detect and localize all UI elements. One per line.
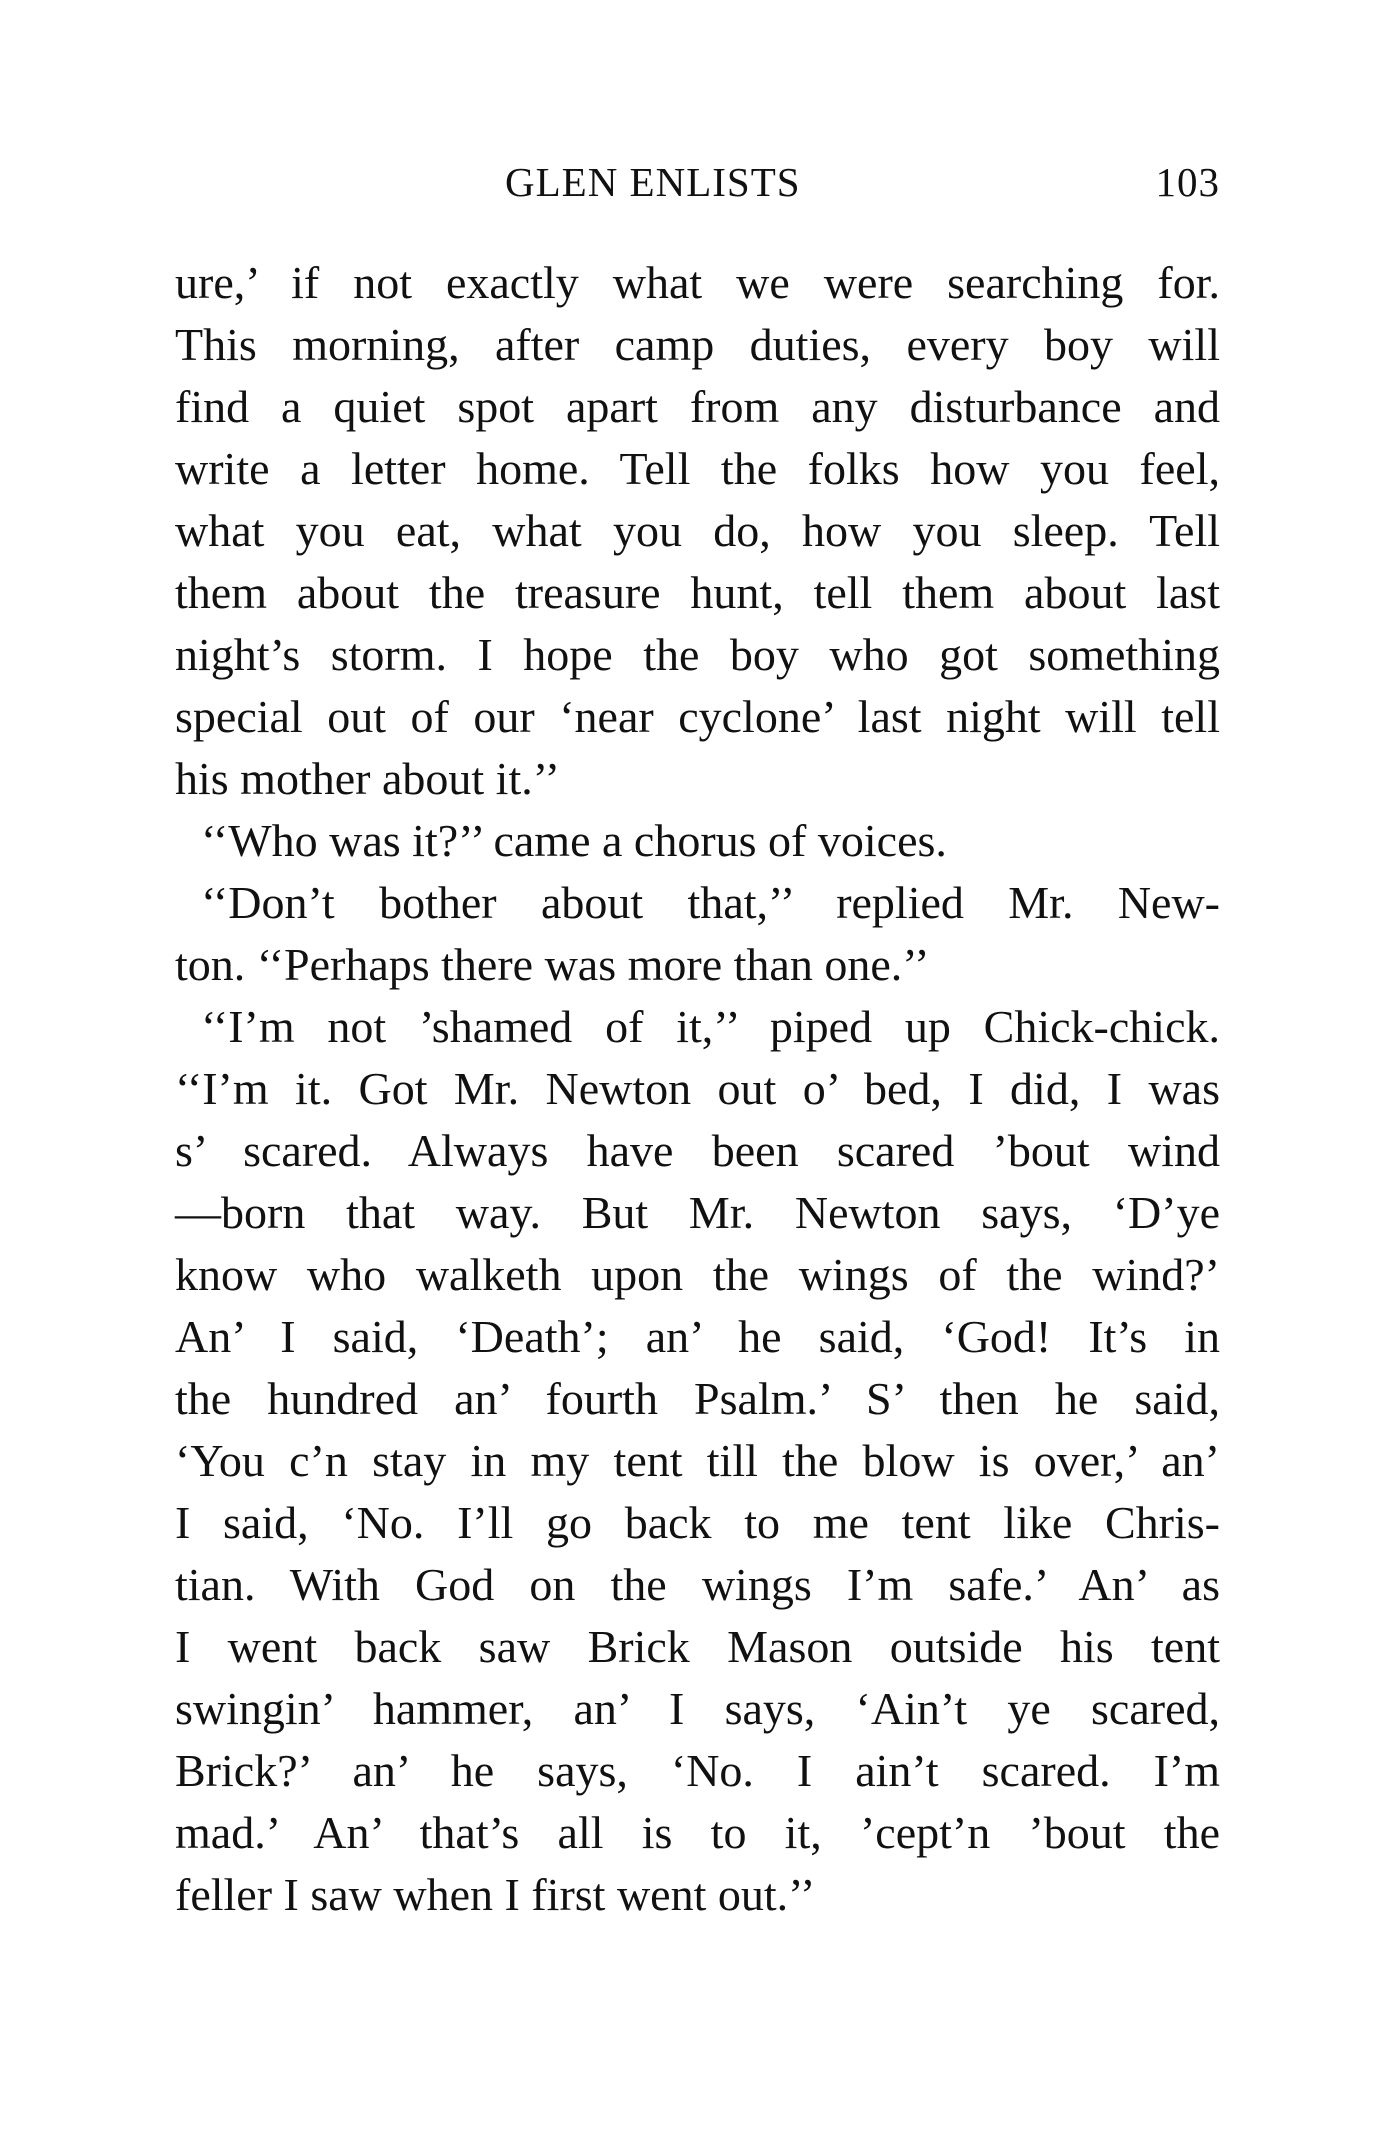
text-line: ure,’ if not exactly what we were searching for.	[175, 257, 1220, 308]
chapter-title: GLEN ENLISTS	[505, 159, 801, 205]
text-line: ‘You c’n stay in my tent till the blow is over,’ an’	[175, 1435, 1220, 1486]
text-line: feller I saw when I first went out.’’	[175, 1869, 816, 1920]
text-line: special out of our ‘near cyclone’ last night will tell	[175, 691, 1220, 742]
page-number: 103	[1155, 159, 1220, 205]
text-line: find a quiet spot apart from any disturbance and	[175, 381, 1220, 432]
text-line: ‘‘Don’t bother about that,’’ replied Mr. New-	[201, 877, 1220, 928]
text-line: night’s storm. I hope the boy who got something	[175, 629, 1220, 680]
text-line: the hundred an’ fourth Psalm.’ S’ then he said,	[175, 1373, 1220, 1424]
text-line: ‘‘I’m it. Got Mr. Newton out o’ bed, I did, I was	[175, 1063, 1220, 1114]
text-line: them about the treasure hunt, tell them about last	[175, 567, 1220, 618]
text-line: swingin’ hammer, an’ I says, ‘Ain’t ye scared,	[175, 1683, 1220, 1734]
body-text	[175, 252, 1220, 1926]
text-line: An’ I said, ‘Death’; an’ he said, ‘God! It’s in	[175, 1311, 1220, 1362]
text-line: ton. ‘‘Perhaps there was more than one.’’	[175, 939, 930, 990]
text-line: Brick?’ an’ he says, ‘No. I ain’t scared. I’m	[175, 1745, 1220, 1796]
running-head	[175, 158, 1220, 218]
text-line: know who walketh upon the wings of the wind?’	[175, 1249, 1220, 1300]
text-line: write a letter home. Tell the folks how you feel,	[175, 443, 1220, 494]
text-line: ‘‘I’m not ’shamed of it,’’ piped up Chick-chick.	[201, 1001, 1220, 1052]
text-line: what you eat, what you do, how you sleep. Tell	[175, 505, 1220, 556]
text-line: I said, ‘No. I’ll go back to me tent like Chris-	[175, 1497, 1220, 1548]
text-line: s’ scared. Always have been scared ’bout wind	[175, 1125, 1220, 1176]
text-line: —born that way. But Mr. Newton says, ‘D’ye	[175, 1187, 1220, 1238]
text-line: his mother about it.’’	[175, 753, 560, 804]
text-line: This morning, after camp duties, every boy will	[175, 319, 1220, 370]
text-line: tian. With God on the wings I’m safe.’ An’ as	[175, 1559, 1220, 1610]
text-line: ‘‘Who was it?’’ came a chorus of voices.	[201, 815, 947, 866]
text-line: I went back saw Brick Mason outside his tent	[175, 1621, 1220, 1672]
text-line: mad.’ An’ that’s all is to it, ’cept’n ’bout the	[175, 1807, 1220, 1858]
